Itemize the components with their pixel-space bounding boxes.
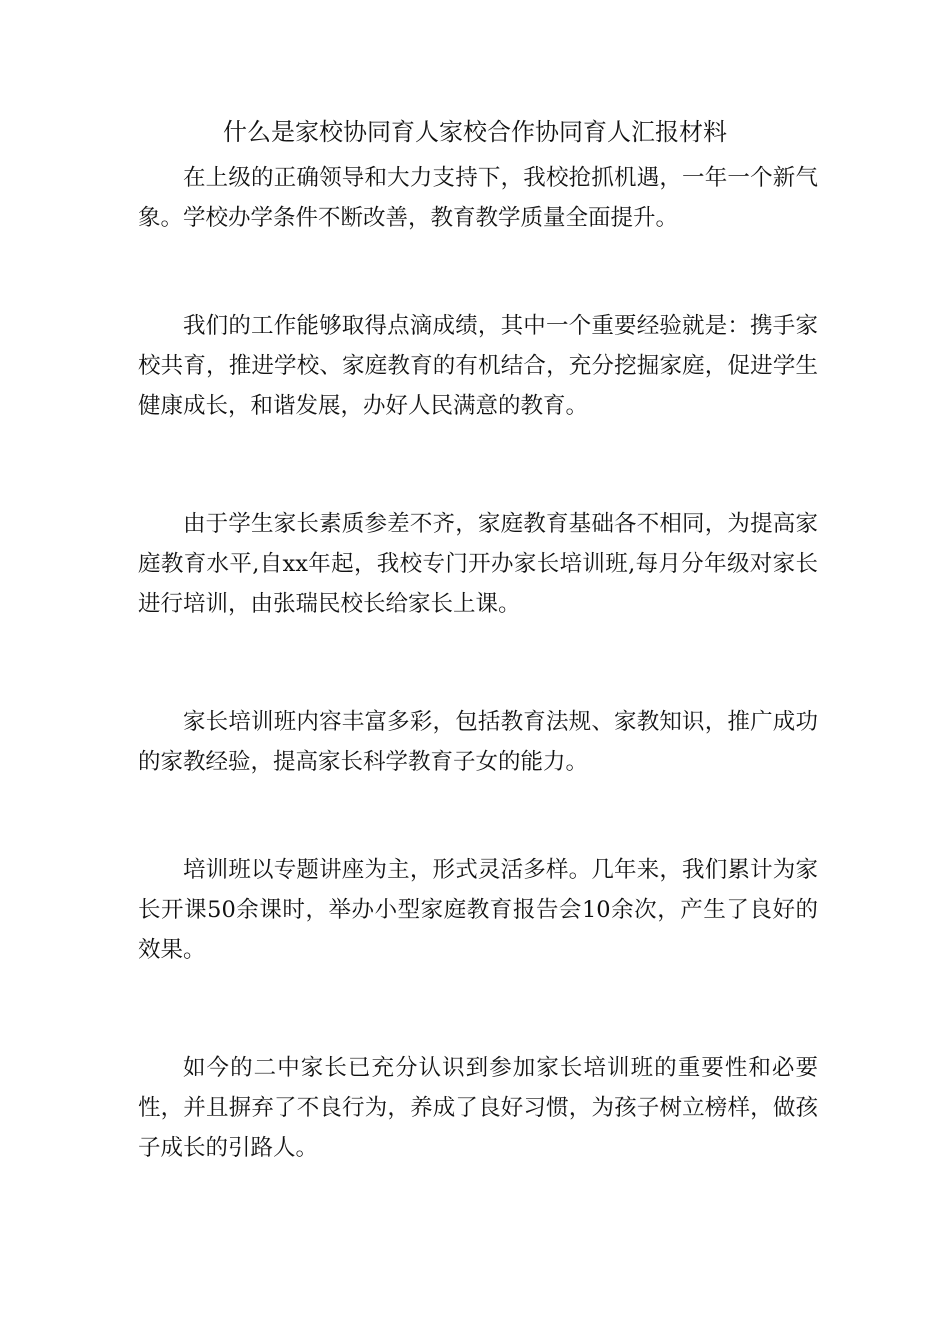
paragraph-4: 家长培训班内容丰富多彩，包括教育法规、家教知识，推广成功的家教经验，提高家长科学教育子女的能力。 xyxy=(138,709,818,775)
paragraph-2: 我们的工作能够取得点滴成绩，其中一个重要经验就是：携手家校共育，推进学校、家庭教育的有机结合，充分挖掘家庭，促进学生健康成长，和谐发展，办好人民满意的教育。 xyxy=(138,313,818,419)
paragraph-6: 如今的二中家长已充分认识到参加家长培训班的重要性和必要性，并且摒弃了不良行为，养成了良好习惯，为孩子树立榜样，做孩子成长的引路人。 xyxy=(138,1055,818,1161)
paragraph-1: 在上级的正确领导和大力支持下，我校抢抓机遇，一年一个新气象。学校办学条件不断改善，教育教学质量全面提升。 xyxy=(138,165,818,231)
paragraph-5: 培训班以专题讲座为主，形式灵活多样。几年来，我们累计为家长开课50余课时，举办小型家庭教育报告会10余次，产生了良好的效果。 xyxy=(138,857,818,963)
paragraph-3: 由于学生家长素质参差不齐，家庭教育基础各不相同，为提高家庭教育水平,自xx年起，我校专门开办家长培训班,每月分年级对家长进行培训，由张瑞民校长给家长上课。 xyxy=(138,511,818,617)
document-title: 什么是家校协同育人家校合作协同育人汇报材料 xyxy=(223,118,727,146)
